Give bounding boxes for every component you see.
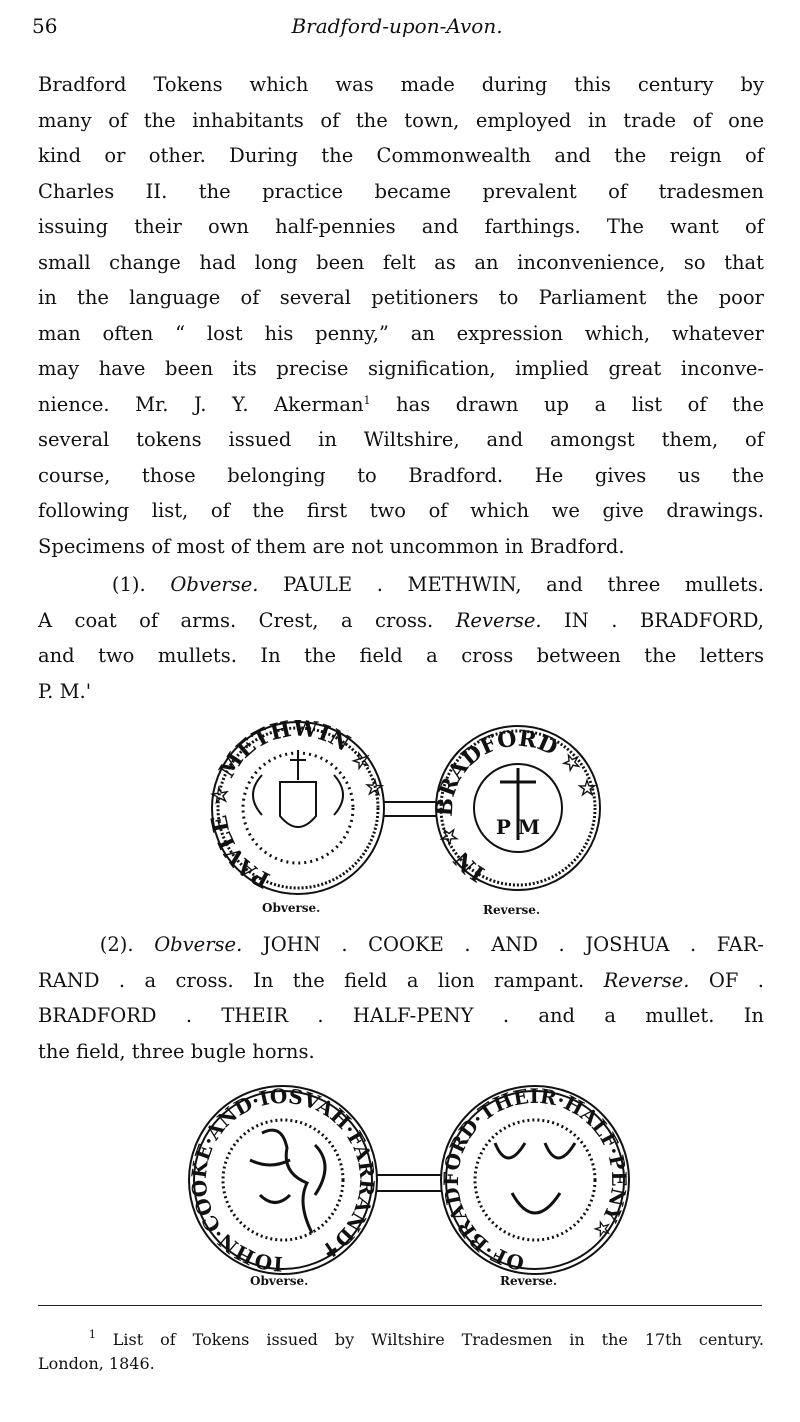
text-segment: Specimens of most of them are not uncommon in Bradford. [38, 534, 625, 558]
token-1-reverse-caption: Reverse. [483, 903, 541, 917]
text-line [38, 567, 764, 603]
text-segment: many of the inhabitants of the town, employed in trade of one [38, 108, 764, 132]
token-1-obverse-legend: PAVLE ☆ METHWIN ☆ ☆ [205, 720, 390, 893]
text-segment: and two mullets. In the field a cross between the letters [38, 644, 764, 667]
text-segment: nience. Mr. J. Y. Akerman [38, 392, 364, 416]
token-1-reverse-legend: IN ☆ BRADFORD ☆ ☆ [431, 725, 603, 887]
token-2-description [38, 927, 764, 1069]
text-segment: in the language of several petitioners to Parliament the poor [38, 286, 764, 309]
page-header [32, 14, 762, 44]
text-line [38, 927, 764, 963]
text-segment: kind or other. During the Commonwealth and the reign of [38, 144, 764, 167]
text-segment: Charles II. the practice became prevalent of tradesmen [38, 179, 764, 203]
footnote-marker: 1 [88, 1328, 96, 1341]
footnote [38, 1328, 764, 1376]
token-2-figure [0, 1085, 800, 1295]
text-line [38, 422, 764, 458]
footnote-divider [38, 1305, 762, 1306]
text-line [38, 138, 764, 174]
text-line [38, 493, 764, 529]
text-segment: Bradford Tokens which was made during this century by [38, 73, 764, 96]
text-segment: RAND . a cross. In the field a lion rampant. [38, 968, 604, 992]
text-line [38, 103, 764, 139]
text-line [38, 998, 764, 1034]
token-2-reverse [439, 1085, 631, 1275]
text-segment: P. M.' [38, 679, 92, 703]
token-2-drawing [0, 1085, 800, 1275]
page-number: 56 [32, 14, 58, 38]
token-1-obverse [206, 720, 390, 894]
text-line [38, 674, 764, 710]
text-line [38, 603, 764, 639]
token-2-reverse-caption: Reverse. [500, 1274, 558, 1288]
text-segment: issuing their own half-pennies and farthings. The want of [38, 215, 764, 238]
text-line [38, 387, 764, 423]
text-segment: JOHN . COOKE . AND . JOSHUA . FAR- [242, 933, 764, 956]
token-1-obverse-caption: Obverse. [262, 901, 321, 915]
text-segment: may have been its precise signification, implied great inconve- [38, 357, 764, 380]
text-segment: BRADFORD . THEIR . HALF-PENY . and a mullet. In [38, 1004, 764, 1027]
text-segment: small change had long been felt as an inconvenience, so that [38, 250, 764, 274]
text-line [38, 529, 764, 565]
text-segment: London, 1846. [38, 1354, 155, 1373]
text-line [38, 280, 764, 316]
token-1-description [38, 567, 764, 709]
text-line [38, 458, 764, 494]
text-line [38, 963, 764, 999]
text-line [38, 1352, 764, 1376]
token-1-figure [0, 720, 800, 920]
token-1-reverse [432, 726, 603, 890]
text-segment: A coat of arms. Crest, a cross. [38, 608, 456, 632]
italic-term: Obverse. [170, 573, 259, 596]
text-line [38, 245, 764, 281]
text-segment [38, 1330, 89, 1349]
italic-term: Reverse. [603, 968, 690, 992]
italic-term: Obverse. [154, 933, 243, 956]
text-segment: IN . BRADFORD, [541, 608, 765, 632]
text-segment: course, those belonging to Bradford. He gives us the [38, 463, 764, 487]
running-title: Bradford-upon-Avon. [291, 14, 503, 38]
text-segment: (2). [38, 933, 155, 956]
text-line [38, 1034, 764, 1070]
text-line [38, 1328, 764, 1352]
text-segment: PAULE . METHWIN, and three mullets. [258, 573, 764, 596]
token-1-reverse-field: P M [495, 815, 541, 839]
text-segment: List of Tokens issued by Wiltshire Tradesmen in the 17th century. [95, 1330, 764, 1349]
text-line [38, 209, 764, 245]
text-segment: OF . [689, 968, 764, 992]
text-segment: following list, of the first two of which we give drawings. [38, 499, 764, 522]
text-line [38, 316, 764, 352]
text-line [38, 174, 764, 210]
token-2-reverse-legend: OF·BRADFORD·THEIR·HALF·PENY☆ [438, 1085, 632, 1275]
token-2-obverse-caption: Obverse. [250, 1274, 309, 1288]
text-segment: the field, three bugle horns. [38, 1039, 315, 1063]
token-2-obverse-legend: IOHN·COOKE·AND·IOSVAH·FARRAND✝ [186, 1085, 380, 1275]
text-line [38, 67, 764, 103]
italic-term: Reverse. [455, 608, 542, 632]
text-segment: several tokens issued in Wiltshire, and amongst them, of [38, 428, 764, 451]
text-segment: man often “ lost his penny,” an expression which, whatever [38, 321, 764, 345]
token-2-obverse [187, 1085, 380, 1275]
text-line [38, 351, 764, 387]
body-paragraph [38, 67, 764, 564]
footnote-marker: 1 [363, 393, 371, 407]
text-segment: (1). [38, 573, 171, 596]
text-line [38, 638, 764, 674]
text-segment: has drawn up a list of the [370, 392, 765, 416]
token-1-drawing [0, 720, 800, 900]
